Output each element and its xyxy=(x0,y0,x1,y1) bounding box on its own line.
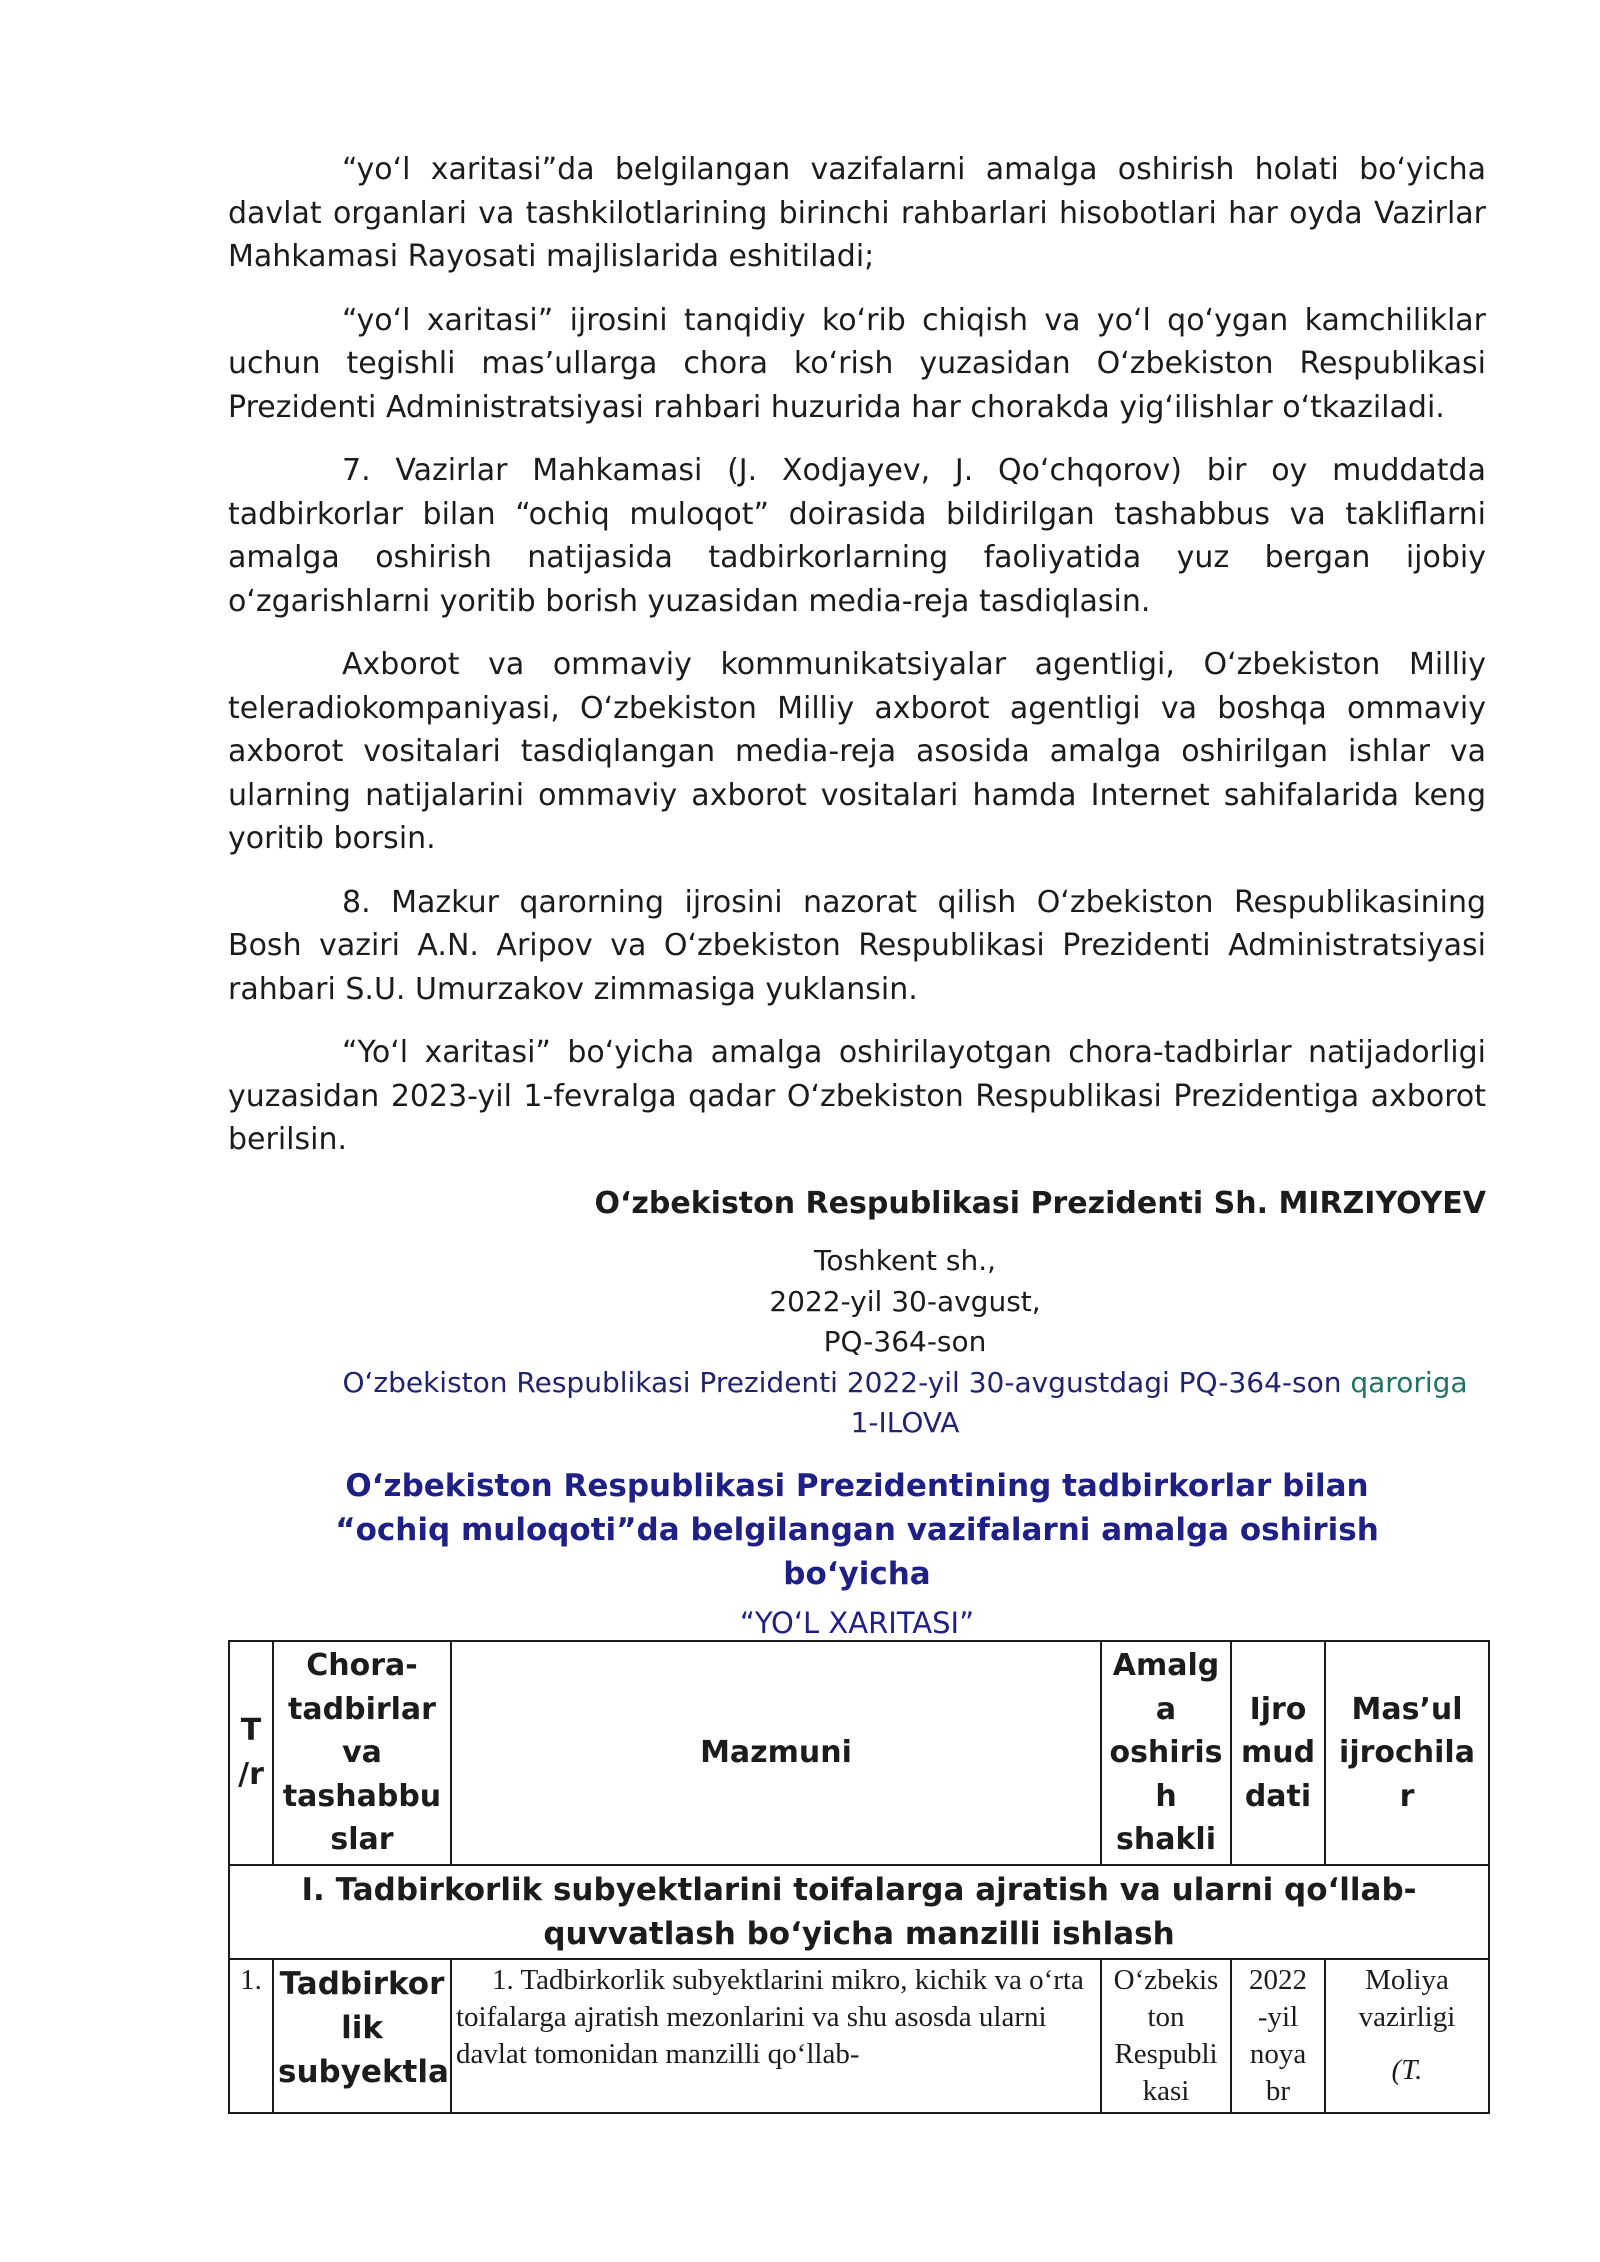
signature-line: Oʻzbekiston Respublikasi Prezidenti Sh. MIRZIYOYEV xyxy=(594,1185,1486,1221)
decree-date: 2022-yil 30-avgust, xyxy=(769,1284,1041,1318)
roadmap-table xyxy=(228,1640,1490,2114)
decree-place: Toshkent sh., xyxy=(813,1244,996,1277)
roadmap-subtitle: “YOʻL XARITASI” xyxy=(739,1605,975,1640)
paragraph: “yoʻl xaritasi” ijrosini tanqidiy koʻrib chiqish va yoʻl qoʻygan kamchiliklar uchun tegishli mas’ullarga chora koʻrish yuzasidan Oʻzbekiston Respublikasi Prezidenti Administratsiyasi rahbari huzurida har chorakda yigʻilishlar oʻtkaziladi. xyxy=(228,302,1486,425)
document-body xyxy=(228,148,1486,1644)
row-measure: Tadbirkor lik subyektla xyxy=(273,1959,451,2113)
header-deadline: Ijro mud dati xyxy=(1231,1641,1325,1865)
table-header-row xyxy=(229,1641,1489,1865)
header-num: T /r xyxy=(229,1641,273,1865)
row-deadline: 2022 -yil noya br xyxy=(1231,1959,1325,2113)
paragraph: 8. Mazkur qarorning ijrosini nazorat qilish Oʻzbekiston Respublikasining Bosh vaziri A.N. Aripov va Oʻzbekiston Respublikasi Prezidenti Administratsiyasi rahbari S.U. Umurzakov zimmasiga yuklansin. xyxy=(228,884,1486,1007)
decree-info xyxy=(228,1241,1486,1444)
roadmap-title: Oʻzbekiston Respublikasi Prezidentining tadbirkorlar bilan “ochiq muloqoti”da belgilangan vazifalarni amalga oshirish boʻyicha xyxy=(335,1467,1379,1592)
decree-number: PQ-364-son xyxy=(823,1325,987,1358)
paragraph: 7. Vazirlar Mahkamasi (J. Xodjayev, J. Qoʻchqorov) bir oy muddatda tadbirkorlar bilan “ochiq muloqot” doirasida bildirilgan tashabbus va takliflarni amalga oshirish natijasida tadbirkorlarning faoliyatida yuz bergan ijobiy oʻzgarishlarni yoritib borish yuzasidan media-reja tasdiqlasin. xyxy=(228,453,1486,619)
table-row xyxy=(229,1959,1489,2113)
header-measures: Chora- tadbirlar va tashabbu slar xyxy=(273,1641,451,1865)
appendix-reference-text: Oʻzbekiston Respublikasi Prezidenti 2022-yil 30-avgustdagi PQ-364-son xyxy=(342,1365,1342,1399)
paragraph: Axborot va ommaviy kommunikatsiyalar agentligi, Oʻzbekiston Milliy teleradiokompaniyasi, Oʻzbekiston Milliy axborot agentligi va boshqa ommaviy axborot vositalari tasdiqlangan media-reja asosida amalga oshirilgan ishlar va ularning natijalarini ommaviy axborot vositalari hamda Internet sahifalarida keng yoritib borsin. xyxy=(228,647,1486,856)
paragraph: “Yoʻl xaritasi” boʻyicha amalga oshirilayotgan chora-tadbirlar natijadorligi yuzasidan 2023-yil 1-fevralga qadar Oʻzbekiston Respublikasi Prezidentiga axborot berilsin. xyxy=(228,1035,1486,1157)
row-content: 1. Tadbirkorlik subyektlarini mikro, kichik va oʻrta toifalarga ajratish mezonlarini va shu asosda ularni davlat tomonidan manzilli qoʻllab- xyxy=(451,1959,1101,2113)
header-form: Amalg a oshiris h shakli xyxy=(1101,1641,1231,1865)
appendix-reference-link[interactable]: qaroriga xyxy=(1350,1365,1468,1399)
appendix-label: 1-ILOVA xyxy=(850,1406,960,1439)
appendix-reference xyxy=(324,1363,1486,1404)
row-responsible: Moliya vazirligi (T. xyxy=(1325,1959,1489,2113)
row-responsible-note: (T. xyxy=(1391,2053,1423,2086)
row-form: Oʻzbekis ton Respubli kasi xyxy=(1101,1959,1231,2113)
section-title: I. Tadbirkorlik subyektlarini toifalarga ajratish va ularni qoʻllab-quvvatlash boʻyicha manzilli ishlash xyxy=(229,1865,1489,1959)
row-num: 1. xyxy=(229,1959,273,2113)
section-row xyxy=(229,1865,1489,1959)
header-responsible: Mas’ul ijrochila r xyxy=(1325,1641,1489,1865)
paragraph: “yoʻl xaritasi”da belgilangan vazifalarni amalga oshirish holati boʻyicha davlat organlari va tashkilotlarining birinchi rahbarlari hisobotlari har oyda Vazirlar Mahkamasi Rayosati majlislarida eshitiladi; xyxy=(228,152,1486,274)
header-content: Mazmuni xyxy=(451,1641,1101,1865)
